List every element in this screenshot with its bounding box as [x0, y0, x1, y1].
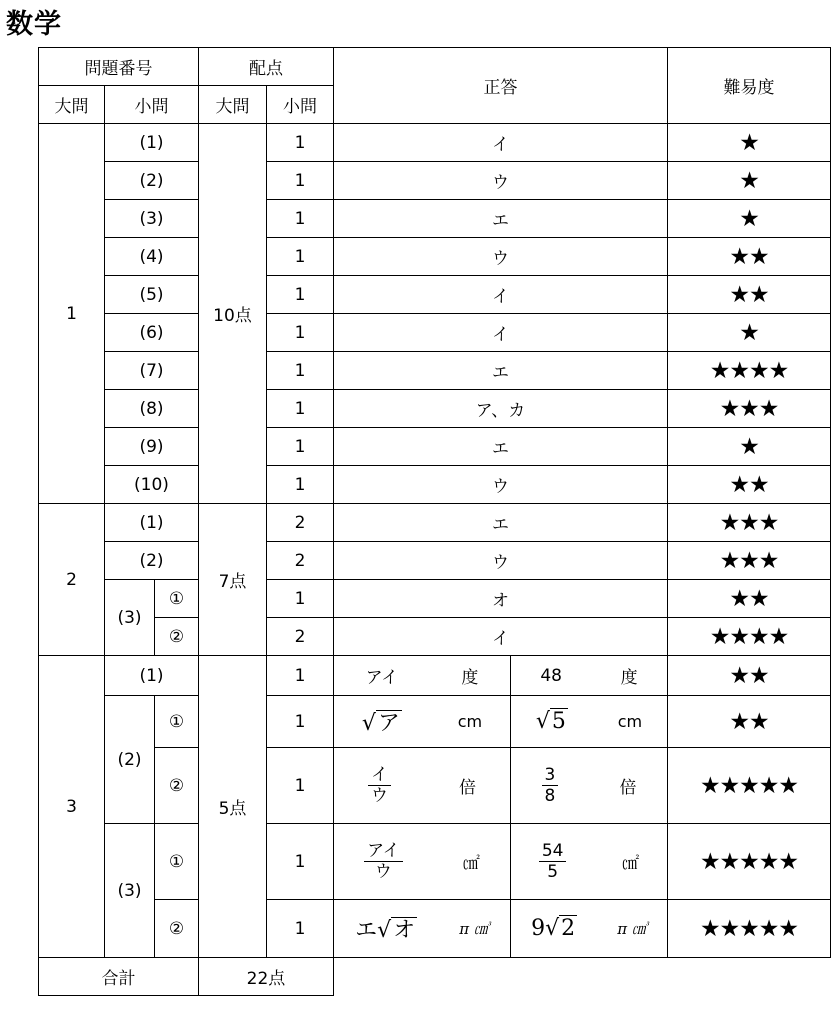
q2-sub: (2) [105, 542, 199, 580]
q2-points: 2 [267, 504, 334, 542]
radicand: 2 [561, 916, 576, 941]
q1-points: 1 [267, 124, 334, 162]
q2-total: 7点 [199, 504, 267, 656]
q3-sub: (3) [105, 824, 155, 958]
table-row [39, 314, 831, 352]
denominator: ウ [374, 862, 392, 882]
q2-points: 2 [267, 542, 334, 580]
q2-sub: (3) [105, 580, 155, 656]
q3-difficulty: ★★ [668, 656, 831, 696]
q1-points: 1 [267, 428, 334, 466]
q1-sub: (2) [105, 162, 199, 200]
answer-value: 48 [540, 665, 562, 686]
numerator: 3 [542, 765, 559, 786]
coefficient: エ [355, 918, 378, 943]
q3-sub: (2) [105, 696, 155, 824]
total-row [39, 958, 831, 996]
q1-points: 1 [267, 200, 334, 238]
q2-points: 2 [267, 618, 334, 656]
q1-points: 1 [267, 352, 334, 390]
q2-answer: オ [334, 580, 668, 618]
table-row [39, 124, 831, 162]
q1-answer: イ [334, 124, 668, 162]
q1-difficulty: ★★ [668, 466, 831, 504]
answer-unit: 倍 [619, 778, 637, 798]
header-row-1 [39, 48, 831, 86]
q3-subsub: ① [155, 824, 199, 900]
q2-subsub: ② [155, 618, 199, 656]
q1-answer: ウ [334, 162, 668, 200]
q1-difficulty: ★★ [668, 238, 831, 276]
header-seito: 正答 [334, 48, 668, 124]
q3-points: 1 [267, 748, 334, 824]
table-row [39, 504, 831, 542]
q3-number: 3 [39, 656, 105, 958]
fraction [368, 765, 391, 806]
q3-answer-value [511, 824, 668, 900]
q1-sub: (5) [105, 276, 199, 314]
q2-answer: ウ [334, 542, 668, 580]
q3-answer-form [334, 696, 511, 748]
table-row [39, 238, 831, 276]
q1-points: 1 [267, 162, 334, 200]
form-unit: 倍 [459, 778, 476, 798]
q3-answer-form [334, 824, 511, 900]
q2-number: 2 [39, 504, 105, 656]
q1-sub: (7) [105, 352, 199, 390]
radicand: オ [393, 918, 416, 943]
sqrt-expression: エ√オ [355, 918, 416, 943]
q1-difficulty: ★★ [668, 276, 831, 314]
q3-difficulty: ★★★★★ [668, 900, 831, 958]
q1-answer: ウ [334, 466, 668, 504]
q1-difficulty: ★★★ [668, 390, 831, 428]
total-label: 合計 [39, 958, 199, 996]
denominator: 5 [547, 862, 559, 882]
header-haiten-daimon: 大問 [199, 86, 267, 124]
q3-total: 5点 [199, 656, 267, 958]
q3-subsub: ② [155, 748, 199, 824]
q2-difficulty: ★★★ [668, 504, 831, 542]
q3-answer-value [511, 656, 668, 696]
table-row [39, 900, 831, 958]
header-shomon: 小問 [105, 86, 199, 124]
q1-difficulty: ★ [668, 314, 831, 352]
q3-points: 1 [267, 656, 334, 696]
header-haiten-shomon: 小問 [267, 86, 334, 124]
form-unit: 度 [461, 668, 479, 688]
q3-sub: (1) [105, 656, 199, 696]
q2-difficulty: ★★★ [668, 542, 831, 580]
q1-difficulty: ★ [668, 162, 831, 200]
answer-unit: cm [617, 712, 643, 731]
q3-points: 1 [267, 900, 334, 958]
sqrt-expression: √ア [361, 711, 400, 736]
table-row [39, 656, 831, 696]
q1-answer: エ [334, 428, 668, 466]
radicand: 5 [551, 709, 566, 734]
q1-sub: (9) [105, 428, 199, 466]
table-row [39, 580, 831, 618]
header-mondai-bango: 問題番号 [39, 48, 199, 86]
table-row [39, 696, 831, 748]
q1-points: 1 [267, 390, 334, 428]
q1-difficulty: ★ [668, 428, 831, 466]
q1-points: 1 [267, 314, 334, 352]
q3-answer-value [511, 748, 668, 824]
q2-subsub: ① [155, 580, 199, 618]
header-haiten: 配点 [199, 48, 334, 86]
q1-sub: (3) [105, 200, 199, 238]
q3-answer-form [334, 748, 511, 824]
q3-answer-value [511, 696, 668, 748]
answer-unit: ㎠ [622, 854, 640, 874]
table-row [39, 824, 831, 900]
sqrt-expression: √5 [535, 709, 566, 734]
answer-unit: π ㎤ [617, 920, 647, 938]
q1-number: 1 [39, 124, 105, 504]
radicand: ア [377, 711, 400, 736]
q1-answer: エ [334, 200, 668, 238]
form-value: アイ [365, 668, 399, 688]
table-row [39, 162, 831, 200]
q1-answer: イ [334, 276, 668, 314]
q1-points: 1 [267, 238, 334, 276]
q1-difficulty: ★ [668, 200, 831, 238]
q3-subsub: ② [155, 900, 199, 958]
q2-answer: イ [334, 618, 668, 656]
q1-answer: ア、カ [334, 390, 668, 428]
q1-points: 1 [267, 466, 334, 504]
answer-unit: 度 [620, 668, 638, 688]
fraction [539, 841, 567, 882]
table-row [39, 390, 831, 428]
header-daimon: 大問 [39, 86, 105, 124]
numerator: 54 [539, 841, 567, 862]
table-row [39, 276, 831, 314]
q3-points: 1 [267, 824, 334, 900]
fraction [364, 841, 402, 882]
q3-answer-form [334, 900, 511, 958]
total-value: 22点 [199, 958, 334, 996]
table-row [39, 200, 831, 238]
q1-sub: (10) [105, 466, 199, 504]
q2-sub: (1) [105, 504, 199, 542]
q3-difficulty: ★★ [668, 696, 831, 748]
table-row [39, 466, 831, 504]
q3-answer-form [334, 656, 511, 696]
sqrt-expression: 9√2 [531, 916, 576, 941]
q1-total: 10点 [199, 124, 267, 504]
q2-points: 1 [267, 580, 334, 618]
numerator: イ [368, 765, 391, 786]
table-row [39, 542, 831, 580]
q2-difficulty: ★★★★ [668, 618, 831, 656]
q1-answer: エ [334, 352, 668, 390]
q3-subsub: ① [155, 696, 199, 748]
form-unit: ㎠ [462, 854, 480, 874]
q1-sub: (8) [105, 390, 199, 428]
table-row [39, 618, 831, 656]
q1-difficulty: ★★★★ [668, 352, 831, 390]
denominator: ウ [371, 786, 388, 806]
denominator: 8 [544, 786, 556, 806]
q3-difficulty: ★★★★★ [668, 824, 831, 900]
q3-difficulty: ★★★★★ [668, 748, 831, 824]
q1-difficulty: ★ [668, 124, 831, 162]
numerator: アイ [364, 841, 402, 862]
q1-points: 1 [267, 276, 334, 314]
table-row [39, 428, 831, 466]
header-nanido: 難易度 [668, 48, 831, 124]
form-unit: π ㎤ [459, 920, 489, 938]
q1-answer: ウ [334, 238, 668, 276]
q1-answer: イ [334, 314, 668, 352]
q2-difficulty: ★★ [668, 580, 831, 618]
form-unit: cm [457, 712, 483, 731]
coefficient: 9 [531, 916, 546, 941]
answer-table [38, 47, 831, 996]
q1-sub: (1) [105, 124, 199, 162]
q1-sub: (6) [105, 314, 199, 352]
q1-sub: (4) [105, 238, 199, 276]
table-row [39, 748, 831, 824]
page-title: 数学 [6, 9, 62, 40]
q3-points: 1 [267, 696, 334, 748]
table-row [39, 352, 831, 390]
q3-answer-value [511, 900, 668, 958]
q2-answer: エ [334, 504, 668, 542]
fraction [542, 765, 559, 806]
